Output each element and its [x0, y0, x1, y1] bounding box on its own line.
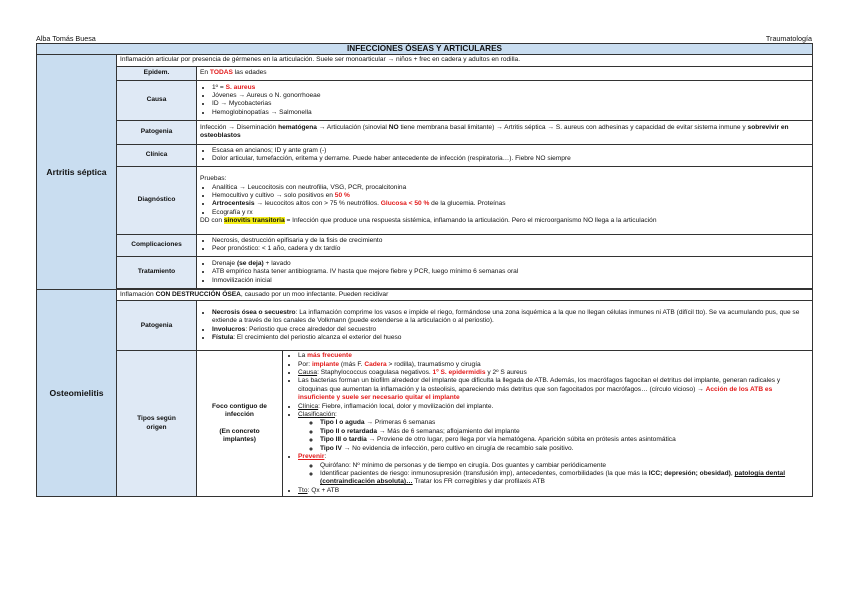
- list-item: ◦ Tipo III o tardía → Proviene de otro lugar, pero llega por vía hematógena. Aparición súbita en prótesis antes asintomática: [320, 436, 809, 444]
- list-item: • Clasificación: ◦ Tipo I o aguda → Primeras 6 semanas ◦ Tipo II o retardada → Más de 6 semanas; aflojamiento del implante ◦ Tipo III o tardía → Proviene de otro lugar, pero llega por vía hematógena. Aparición súbita en prótesis antes asintomática ◦ Tipo IV → No evidencia de infección, pero cultivo en cirugía de recambio sale positivo.: [298, 411, 809, 453]
- list-item: • Hemocultivo y cultivo → solo positivos en 50 %: [212, 192, 809, 200]
- section-artritis-septica: Artritis séptica: [37, 55, 117, 289]
- list-item: • Hemoglobinopatías → Salmonella: [212, 109, 809, 117]
- list-item: • Peor pronóstico: < 1 año, cadera y dx tardío: [212, 245, 809, 253]
- diagnostico-content: Pruebas: • Analítica → Leucocitosis con neutrofilia, VSG, PCR, procalcitonina • Hemocultivo y cultivo → solo positivos en 50 % • Artrocentesis → leucocitos altos con > 75 % neutrófilos. Glucosa < 50 % de la glucemia. Proteínas • Ecografía y rx DD con sinovitis transitoria = Infección que produce una respuesta sistémica, inflamando la articulación. Pero el microorganismo NO llega a la articulación: [197, 166, 813, 234]
- list-item: ◦ Tipo II o retardada → Más de 6 semanas; aflojamiento del implante: [320, 428, 809, 436]
- list-item: • 1º = S. aureus: [212, 84, 809, 92]
- differential-diagnosis: DD con sinovitis transitoria = Infección que produce una respuesta sistémica, inflamando la articulación. Pero el microorganismo NO llega a la articulación: [200, 217, 657, 225]
- patogenia-text: Infección → Diseminación hematógena → Articulación (sinovial NO tiene membrana basal limitante) → Artritis séptica → S. aureus con adhesinas y capacidad de evitar sistema inmune y sobrevivir en osteoblastos: [197, 120, 813, 144]
- list-item: • Necrosis ósea o secuestro: La inflamación comprime los vasos e impide el riego, formándose una zona isquémica a la que no llegan células inmunes ni ATB (difícil tto). Se va acumulando pus, que se extiende a través de los canales de Volkmann (puede extenderse a la articulación o al periostio).: [212, 309, 809, 326]
- list-item: • Jóvenes → Aureus o N. gonorrhoeae: [212, 92, 809, 100]
- list-item: • ID → Mycobacterias: [212, 100, 809, 108]
- list-item: ◦ Tipo I o aguda → Primeras 6 semanas: [320, 419, 809, 427]
- foco-contiguo-label: Foco contiguo de infección (En concreto implantes): [197, 351, 283, 497]
- list-item: • Ecografía y rx: [212, 209, 809, 217]
- foco-contiguo-content: [283, 351, 813, 497]
- subject-name: Traumatología: [765, 34, 812, 43]
- list-item: • Por: implante (más F. Cadera > rodilla), traumatismo y cirugía: [298, 361, 809, 369]
- complicaciones-list: [197, 234, 813, 256]
- infections-table: [36, 43, 813, 497]
- label-clinica: Clínica: [117, 144, 197, 166]
- list-item: ◦ Tipo IV → No evidencia de infección, pero cultivo en cirugía de recambio sale positivo.: [320, 445, 809, 453]
- list-item: • Escasa en ancianos; ID y ante gram (-): [212, 147, 809, 155]
- list-item: • Analítica → Leucocitosis con neutrofilia, VSG, PCR, procalcitonina: [212, 184, 809, 192]
- list-item: • Artrocentesis → leucocitos altos con > 75 % neutrófilos. Glucosa < 50 % de la glucemia. Proteínas: [212, 200, 809, 208]
- list-item: • Drenaje (se deja) + lavado: [212, 260, 809, 268]
- list-item: • Causa: Staphylococcus coagulasa negativos. 1º S. epidermidis y 2º S aureus: [298, 369, 809, 377]
- list-item: • Las bacterias forman un biofilm alrededor del implante que dificulta la llegada de ATB. Además, los macrófagos fagocitan el detritus del implante, generan radicales y citoquinas que aumentan la inflamación y la osteolisis, apareciendo más detritus que son fagocitados por macrófagos… (círculo vicioso) → Acción de los ATB es insuficiente y suele ser necesario quitar el implante: [298, 377, 809, 402]
- section-osteomielitis: Osteomielitis: [37, 289, 117, 496]
- label-tipos-origen: Tipos según origen: [117, 351, 197, 497]
- label-tratamiento: Tratamiento: [117, 256, 197, 288]
- osteo-intro: Inflamación CON DESTRUCCIÓN ÓSEA, causado por un moo infectante. Pueden recidivar: [117, 289, 813, 300]
- list-item: • Clínica: Fiebre, inflamación local, dolor y movilización del implante.: [298, 403, 809, 411]
- list-item: • La más frecuente: [298, 352, 809, 360]
- list-item: • Involucros: Periostio que crece alrededor del secuestro: [212, 326, 809, 334]
- clinica-list: [197, 144, 813, 166]
- label-patogenia: Patogenia: [117, 120, 197, 144]
- list-item: ◦ Identificar pacientes de riesgo: inmunosupresión (transfusión imp), antecedentes, comorbilidades (la que más la ICC; depresión; obesidad), patología dental (contraindicación absoluta)… Tratar los FR corregibles y dar profilaxis ATB: [320, 470, 809, 487]
- list-item: • Necrosis, destrucción epifisaria y de la fisis de crecimiento: [212, 237, 809, 245]
- osteo-patogenia-list: [197, 301, 813, 351]
- epidemiologia-text: En TODAS las edades: [197, 66, 813, 80]
- list-item: • Inmovilización inicial: [212, 277, 809, 285]
- list-item: • Prevenir: ◦ Quirófano: Nº mínimo de personas y de tiempo en cirugía. Dos guantes y cambiar periódicamente ◦ Identificar pacientes de riesgo: inmunosupresión (transfusión imp), antecedentes, comorbilidades (la que más la ICC; depresión; obesidad), patología dental (contraindicación absoluta)… Tratar los FR corregibles y dar profilaxis ATB: [298, 453, 809, 487]
- list-item: • Dolor articular, tumefacción, eritema y derrame. Puede haber antecedente de infección (respiratoria…). Fiebre NO siempre: [212, 155, 809, 163]
- page-title: INFECCIONES ÓSEAS Y ARTICULARES: [37, 44, 813, 55]
- label-diagnostico: Diagnóstico: [117, 166, 197, 234]
- list-item: • ATB empírico hasta tener antibiograma. IV hasta que mejore fiebre y PCR, luego mínimo 6 semanas oral: [212, 268, 809, 276]
- author-name: Alba Tomás Buesa: [36, 34, 96, 43]
- label-osteo-patogenia: Patogenia: [117, 301, 197, 351]
- tratamiento-list: [197, 256, 813, 288]
- list-item: ◦ Quirófano: Nº mínimo de personas y de tiempo en cirugía. Dos guantes y cambiar periódicamente: [320, 462, 809, 470]
- label-complicaciones: Complicaciones: [117, 234, 197, 256]
- label-epidemiologia: Epidem.: [117, 66, 197, 80]
- list-item: • Tto: Qx + ATB: [298, 487, 809, 495]
- causa-list: [197, 80, 813, 120]
- artritis-intro: Inflamación articular por presencia de gérmenes en la articulación. Suele ser monoarticular → niños + frec en cadera y adultos en rodilla.: [117, 55, 813, 66]
- list-item: • Fístula: El crecimiento del periostio alcanza el exterior del hueso: [212, 334, 809, 342]
- label-causa: Causa: [117, 80, 197, 120]
